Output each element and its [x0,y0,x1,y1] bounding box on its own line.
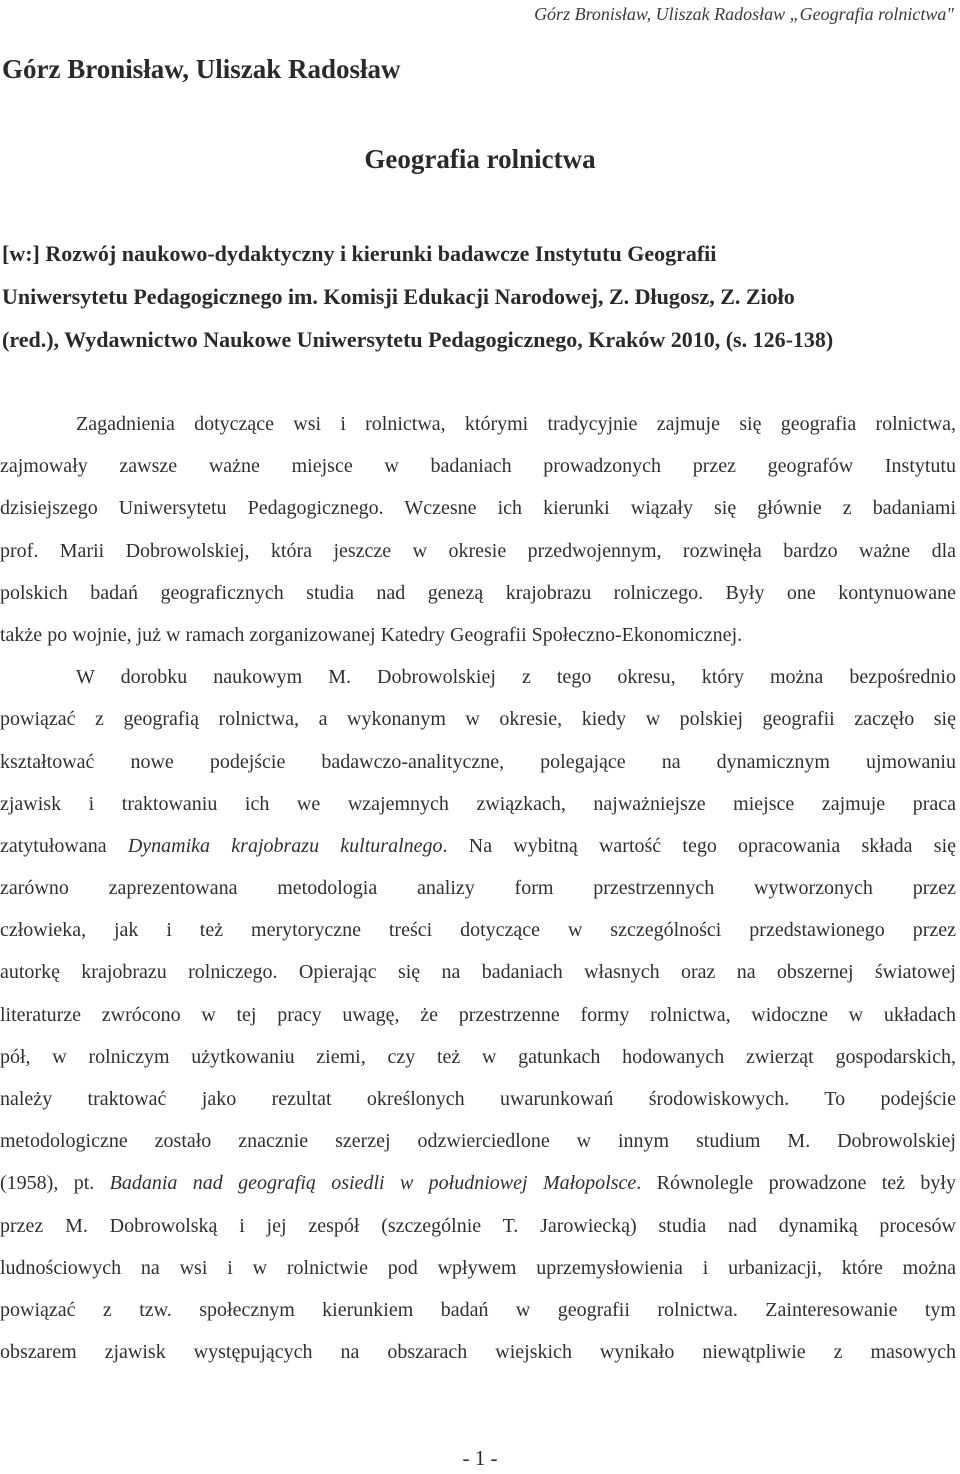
citation-line: (red.), Wydawnictwo Naukowe Uniwersytetu Pedagogicznego, Kraków 2010, (s. 126-138) [2,327,834,352]
body-line-lead: zatytułowana [0,834,128,857]
body-line: powiązać z tzw. społecznym kierunkiem badań w geografii rolnictwa. Zainteresowanie tym [0,1298,956,1321]
body-line: zajmowały zawsze ważne miejsce w badaniach prowadzonych przez geografów Instytutu [0,455,956,478]
page-number: - 1 - [462,1446,498,1470]
body-line: autorkę krajobrazu rolniczego. Opierając się na badaniach własnych oraz na obszernej światowej [0,961,956,984]
body-line: dzisiejszego Uniwersytetu Pedagogicznego. Wczesne ich kierunki wiązały się głównie z badaniami [0,497,956,520]
citation-line: Uniwersytetu Pedagogicznego im. Komisji Edukacji Narodowej, Z. Długosz, Z. Zioło [2,284,795,309]
body-line: metodologiczne zostało znacznie szerzej odzwierciedlone w innym studium M. Dobrowolskiej [0,1130,956,1153]
body-line: także po wojnie, już w ramach zorganizowanej Katedry Geografii Społeczno-Ekonomicznej. [0,623,743,646]
authors-heading: Górz Bronisław, Uliszak Radosław [2,54,401,84]
running-header: Górz Bronisław, Uliszak Radosław „Geografia rolnictwa" [534,4,954,24]
body-line-mixed [0,825,956,867]
body-line: przez M. Dobrowolską i jej zespół (szczególnie T. Jarowiecką) studia nad dynamiką procesów [0,1214,956,1237]
body-line-lead: (1958), pt. [0,1172,110,1195]
body-line: prof. Marii Dobrowolskiej, która jeszcze w okresie przedwojennym, rozwinęła bardzo ważne dla [0,539,956,562]
citation-line: [w:] Rozwój naukowo-dydaktyczny i kierunki badawcze Instytutu Geografii [2,241,717,266]
body-line: powiązać z geografią rolnictwa, a wykonanym w okresie, kiedy w polskiej geografii zaczęło się [0,708,956,731]
document-title: Geografia rolnictwa [364,144,596,174]
body-line: należy traktować jako rezultat określonych uwarunkowań środowiskowych. To podejście [0,1088,956,1110]
book-title-italic: Dynamika krajobrazu kulturalnego [127,834,443,857]
body-line-mixed [0,1162,956,1204]
body-line: zarówno zaprezentowana metodologia analizy form przestrzennych wytworzonych przez [0,877,956,900]
body-line: ludnościowych na wsi i w rolnictwie pod wpływem uprzemysłowienia i urbanizacji, które można [0,1256,956,1279]
study-title-italic: Badania nad geografią osiedli w południowej Małopolsce [109,1172,637,1195]
body-line-tail: . Równolegle prowadzone też były [636,1172,956,1195]
body-line: Zagadnienia dotyczące wsi i rolnictwa, którymi tradycyjnie zajmuje się geografia rolnictwa, [76,413,956,435]
body-line: polskich badań geograficznych studia nad genezą krajobrazu rolniczego. Były one kontynuowane [0,581,956,604]
body-line: W dorobku naukowym M. Dobrowolskiej z tego okresu, który można bezpośrednio [76,666,956,689]
body-line: obszarem zjawisk występujących na obszarach wiejskich wynikało niewątpliwie z masowych [0,1341,956,1364]
body-text [0,403,956,1373]
body-line-tail: . Na wybitną wartość tego opracowania składa się [442,834,956,857]
body-line: zjawisk i traktowaniu ich we wzajemnych związkach, najważniejsze miejsce zajmuje praca [0,792,956,815]
body-line: pół, w rolniczym użytkowaniu ziemi, czy też w gatunkach hodowanych zwierząt gospodarskich, [0,1045,956,1068]
body-line: człowieka, jak i też merytoryczne treści dotyczące w szczególności przedstawionego przez [0,919,956,942]
citation-block [2,232,958,361]
body-line: literaturze zwrócono w tej pracy uwagę, że przestrzenne formy rolnictwa, widoczne w układach [0,1003,956,1026]
body-line: kształtować nowe podejście badawczo-analityczne, polegające na dynamicznym ujmowaniu [0,750,956,773]
